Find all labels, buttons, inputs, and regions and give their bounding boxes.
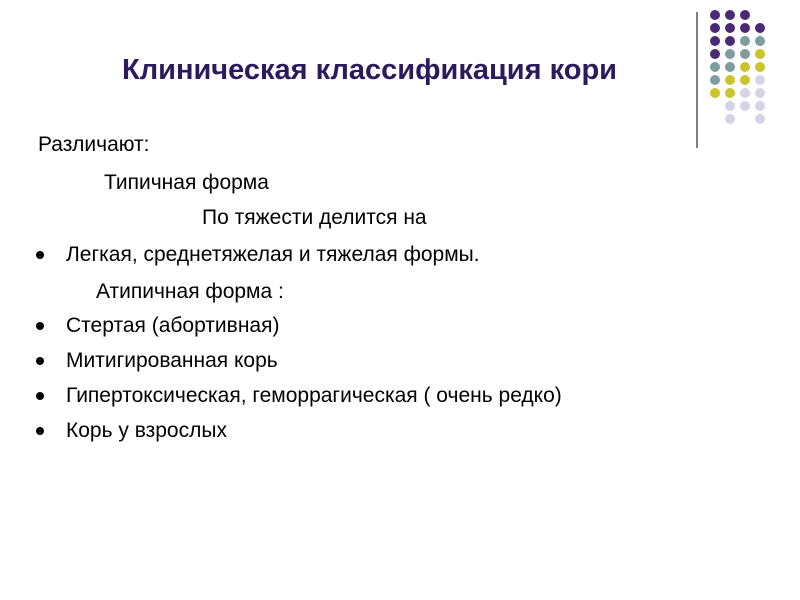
dot-yellow xyxy=(755,62,765,72)
intro-text: Различают: xyxy=(38,133,150,156)
bullet-icon xyxy=(36,357,44,365)
dot-purple xyxy=(740,10,750,20)
dot-purple xyxy=(725,23,735,33)
dot-teal xyxy=(740,36,750,46)
dot-lavender xyxy=(755,75,765,85)
dot-lavender xyxy=(755,114,765,124)
dot-yellow xyxy=(740,75,750,85)
list-item: Стертая (абортивная) xyxy=(66,314,280,337)
dot-purple xyxy=(740,23,750,33)
slide-title: Клиническая классификация кори xyxy=(122,54,617,86)
dot-yellow xyxy=(725,88,735,98)
dot-purple xyxy=(755,23,765,33)
dot-teal xyxy=(755,36,765,46)
bullet-icon xyxy=(36,427,44,435)
list-item: Гипертоксическая, геморрагическая ( очень редко) xyxy=(66,384,562,407)
dot-yellow xyxy=(725,75,735,85)
dot-purple xyxy=(710,10,720,20)
dot-purple xyxy=(725,36,735,46)
dot-lavender xyxy=(725,101,735,111)
bullet-icon xyxy=(36,392,44,400)
dot-lavender xyxy=(755,88,765,98)
dot-purple xyxy=(710,23,720,33)
divider-line xyxy=(696,12,698,148)
typical-form-heading: Типичная форма xyxy=(104,171,269,194)
dot-lavender xyxy=(725,114,735,124)
dot-teal xyxy=(725,49,735,59)
dot-purple xyxy=(725,10,735,20)
list-item: Митигированная корь xyxy=(66,349,278,372)
dot-teal xyxy=(725,62,735,72)
decorative-dot-grid xyxy=(710,10,780,130)
severity-heading: По тяжести делится на xyxy=(202,206,427,229)
bullet-icon xyxy=(36,251,44,259)
bullet-icon xyxy=(36,322,44,330)
dot-lavender xyxy=(740,101,750,111)
dot-lavender xyxy=(740,88,750,98)
list-item: Корь у взрослых xyxy=(66,419,227,442)
dot-yellow xyxy=(755,49,765,59)
dot-teal xyxy=(740,49,750,59)
list-item: Легкая, среднетяжелая и тяжелая формы. xyxy=(66,243,480,266)
dot-teal xyxy=(710,75,720,85)
dot-yellow xyxy=(710,88,720,98)
dot-teal xyxy=(710,62,720,72)
dot-yellow xyxy=(740,62,750,72)
dot-purple xyxy=(710,49,720,59)
dot-purple xyxy=(710,36,720,46)
dot-lavender xyxy=(755,101,765,111)
atypical-form-heading: Атипичная форма : xyxy=(96,280,284,303)
